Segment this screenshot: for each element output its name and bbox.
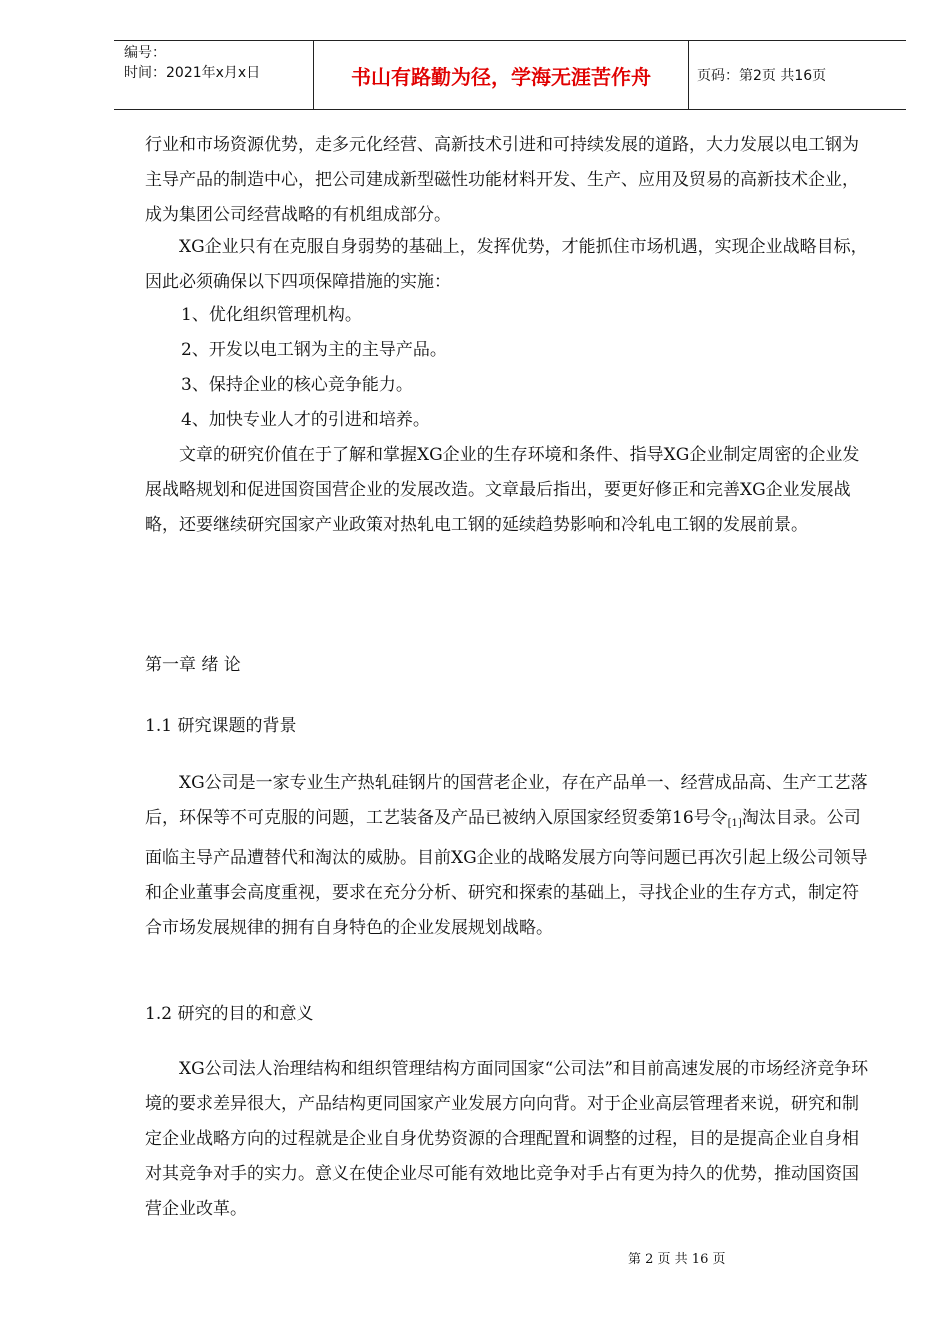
section-2-title: 1.2 研究的目的和意义: [145, 1004, 314, 1024]
page-footer: 第 2 页 共 16 页: [628, 1252, 726, 1267]
section-2-text: XG公司法人治理结构和组织管理结构方面同国家“公司法”和目前高速发展的市场经济竞争环境的要求差异很大，产品结构更同国家产业发展方向向背。对于企业高层管理者来说，研究和制定企业战略方向的过程就是企业自身优势资源的合理配置和调整的过程，目的是提高企业自身相对其竞争对手的实力。意义在使企业尽可能有效地比竞争对手占有更为持久的优势，推动国资国营企业改革。: [145, 1059, 869, 1219]
reference-marker: [1]: [727, 818, 742, 829]
page-header: [114, 40, 906, 110]
section-1-text-b: 淘汰目录。公司面临主导产品遭替代和淘汰的威胁。目前XG企业的战略发展方向等问题已再次引起上级公司领导和企业董事会高度重视，要求在充分分析、研究和探索的基础上，寻找企业的生存方式，制定符合市场发展规律的拥有自身特色的企业发展规划战略。: [145, 808, 868, 938]
section-1-text: [145, 766, 875, 946]
list-item-4: 4、加快专业人才的引进和培养。: [181, 410, 430, 430]
chapter-title: 第一章 绪 论: [145, 655, 241, 675]
header-page-label: 页码：第2页 共16页: [697, 68, 827, 84]
time-label: 时间：2021年x月x日: [124, 65, 261, 81]
paragraph-3: 文章的研究价值在于了解和掌握XG企业的生存环境和条件、指导XG企业制定周密的企业发展战略规划和促进国资国营企业的发展改造。文章最后指出，要更好修正和完善XG企业发展战略，还要继续研究国家产业政策对热轧电工钢的延续趋势影响和冷轧电工钢的发展前景。: [145, 445, 860, 535]
header-meta: [114, 41, 314, 109]
list-item-1: 1、优化组织管理机构。: [181, 305, 362, 325]
section-1-title: 1.1 研究课题的背景: [145, 716, 297, 736]
header-motto: 书山有路勤为径，学海无涯苦作舟: [314, 41, 689, 109]
list-item-3: 3、保持企业的核心竞争能力。: [181, 375, 413, 395]
number-label: 编号：: [124, 45, 166, 61]
paragraph-1: 行业和市场资源优势，走多元化经营、高新技术引进和可持续发展的道路，大力发展以电工钢为主导产品的制造中心，把公司建成新型磁性功能材料开发、生产、应用及贸易的高新技术企业，成为集团公司经营战略的有机组成部分。: [145, 135, 859, 225]
paragraph-2: XG企业只有在克服自身弱势的基础上，发挥优势，才能抓住市场机遇，实现企业战略目标，因此必须确保以下四项保障措施的实施：: [145, 237, 868, 292]
section-1-text-a: XG公司是一家专业生产热轧硅钢片的国营老企业，存在产品单一、经营成品高、生产工艺落后，环保等不可克服的问题，工艺装备及产品已被纳入原国家经贸委第16号令: [145, 773, 868, 828]
list-item-2: 2、开发以电工钢为主的主导产品。: [181, 340, 447, 360]
